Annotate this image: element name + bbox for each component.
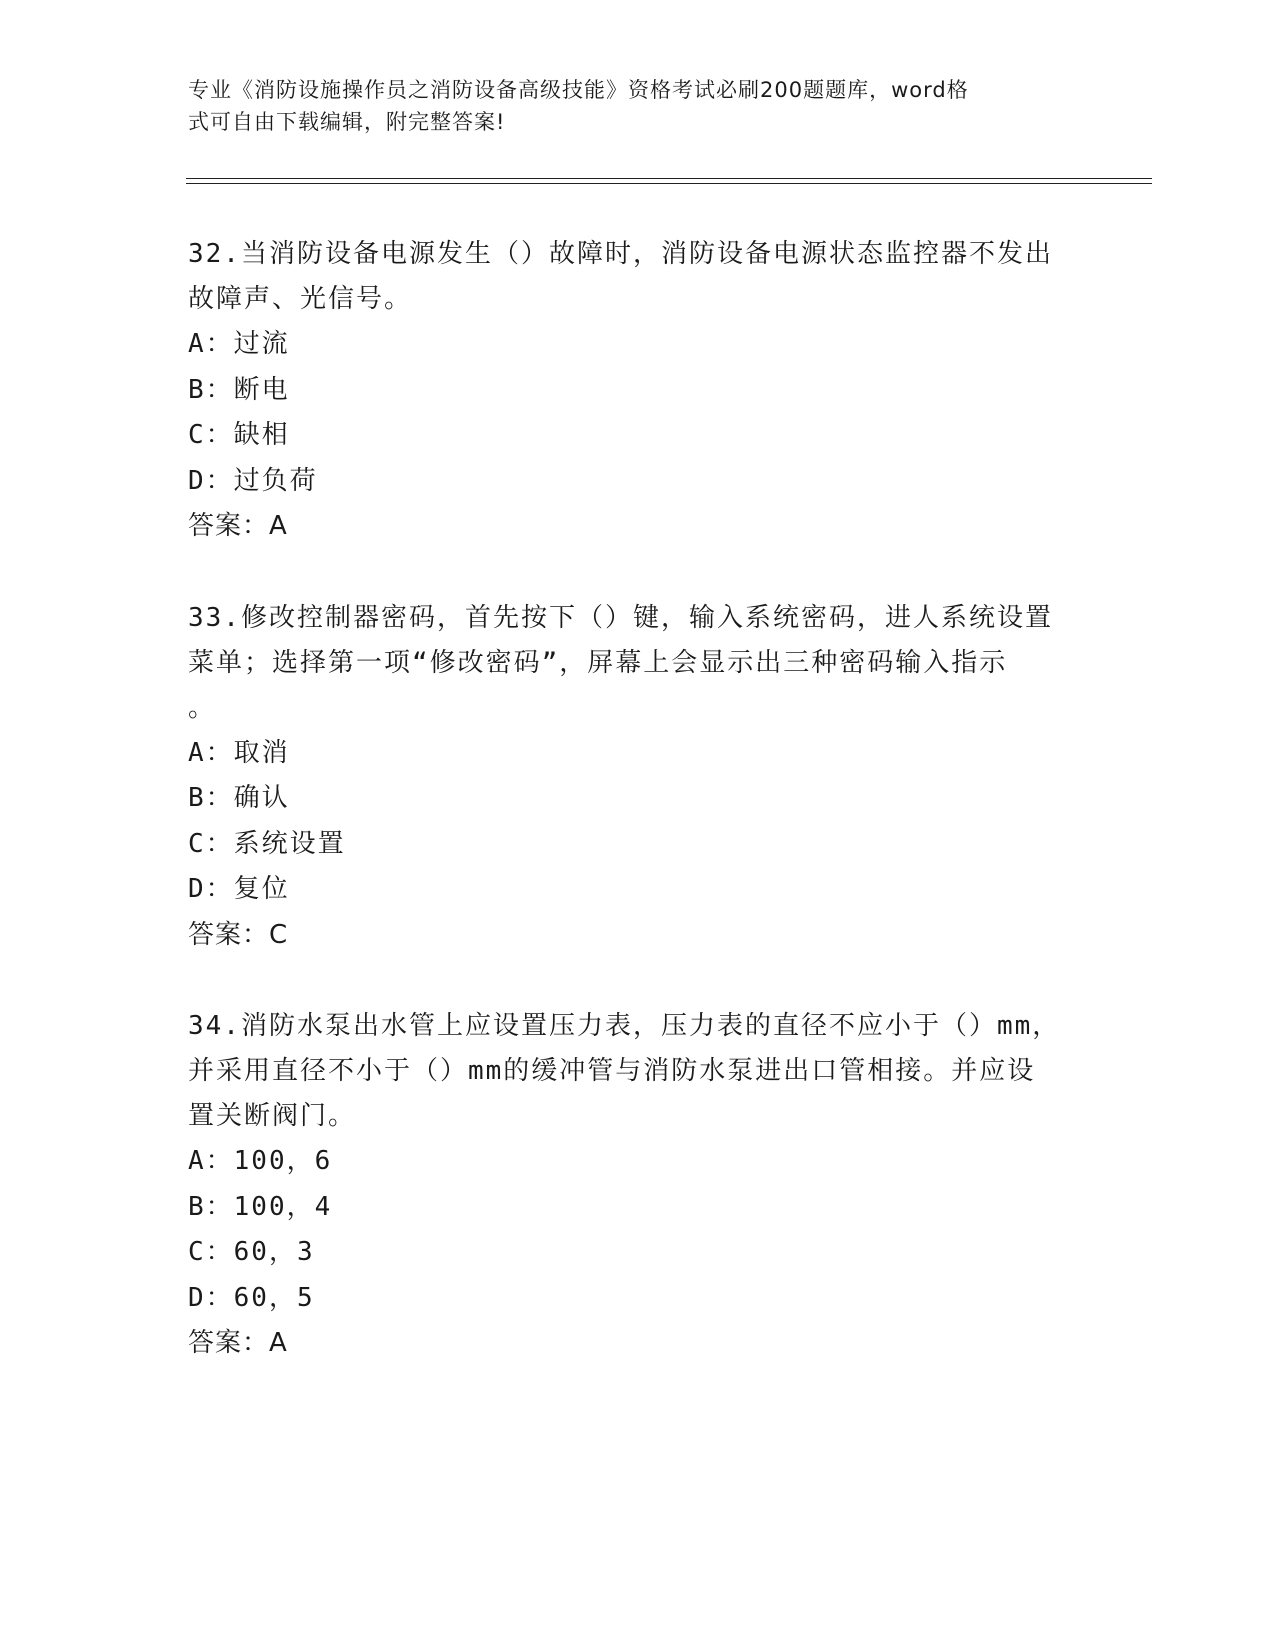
question-33 bbox=[188, 596, 1078, 959]
option-a: A：取消 bbox=[188, 737, 290, 768]
question-stem-line: 故障声、光信号。 bbox=[188, 284, 413, 314]
question-32 bbox=[188, 232, 1078, 550]
option-d: D：复位 bbox=[188, 874, 290, 904]
option-b: B：100，4 bbox=[188, 1191, 333, 1222]
option-b: B：断电 bbox=[188, 374, 290, 405]
option-c: C：60，3 bbox=[188, 1237, 315, 1267]
question-stem-line: 并采用直径不小于（）mm的缓冲管与消防水泵进出口管相接。并应设 bbox=[188, 1056, 1036, 1086]
question-stem-line: 33.修改控制器密码，首先按下（）键，输入系统密码，进人系统设置 bbox=[188, 602, 1053, 633]
answer-label: 答案：C bbox=[188, 919, 289, 950]
answer-label: 答案：A bbox=[188, 511, 288, 541]
question-list bbox=[188, 232, 1078, 1413]
question-stem-line: 置关断阀门。 bbox=[188, 1101, 357, 1131]
option-d: D：60，5 bbox=[188, 1282, 315, 1313]
question-stem-line: 34.消防水泵出水管上应设置压力表，压力表的直径不应小于（）mm， bbox=[188, 1011, 1061, 1041]
question-stem-line: 菜单；选择第一项“修改密码”，屏幕上会显示出三种密码输入指示 bbox=[188, 647, 1008, 678]
header-line-1: 专业《消防设施操作员之消防设备高级技能》资格考试必刷200题题库，word格 bbox=[188, 78, 969, 102]
question-34 bbox=[188, 1004, 1078, 1367]
document-header bbox=[188, 74, 1068, 138]
option-a: A：100，6 bbox=[188, 1146, 333, 1176]
header-divider-top bbox=[186, 178, 1152, 179]
option-c: C：系统设置 bbox=[188, 828, 346, 859]
option-a: A：过流 bbox=[188, 329, 290, 359]
header-divider-bottom bbox=[186, 183, 1152, 184]
option-b: B：确认 bbox=[188, 783, 290, 813]
question-stem-line: 32.当消防设备电源发生（）故障时，消防设备电源状态监控器不发出 bbox=[188, 239, 1053, 269]
question-stem-line: 。 bbox=[188, 692, 217, 723]
answer-label: 答案：A bbox=[188, 1328, 288, 1358]
option-d: D：过负荷 bbox=[188, 465, 318, 496]
option-c: C：缺相 bbox=[188, 420, 290, 450]
header-line-2: 式可自由下载编辑，附完整答案! bbox=[188, 110, 506, 134]
